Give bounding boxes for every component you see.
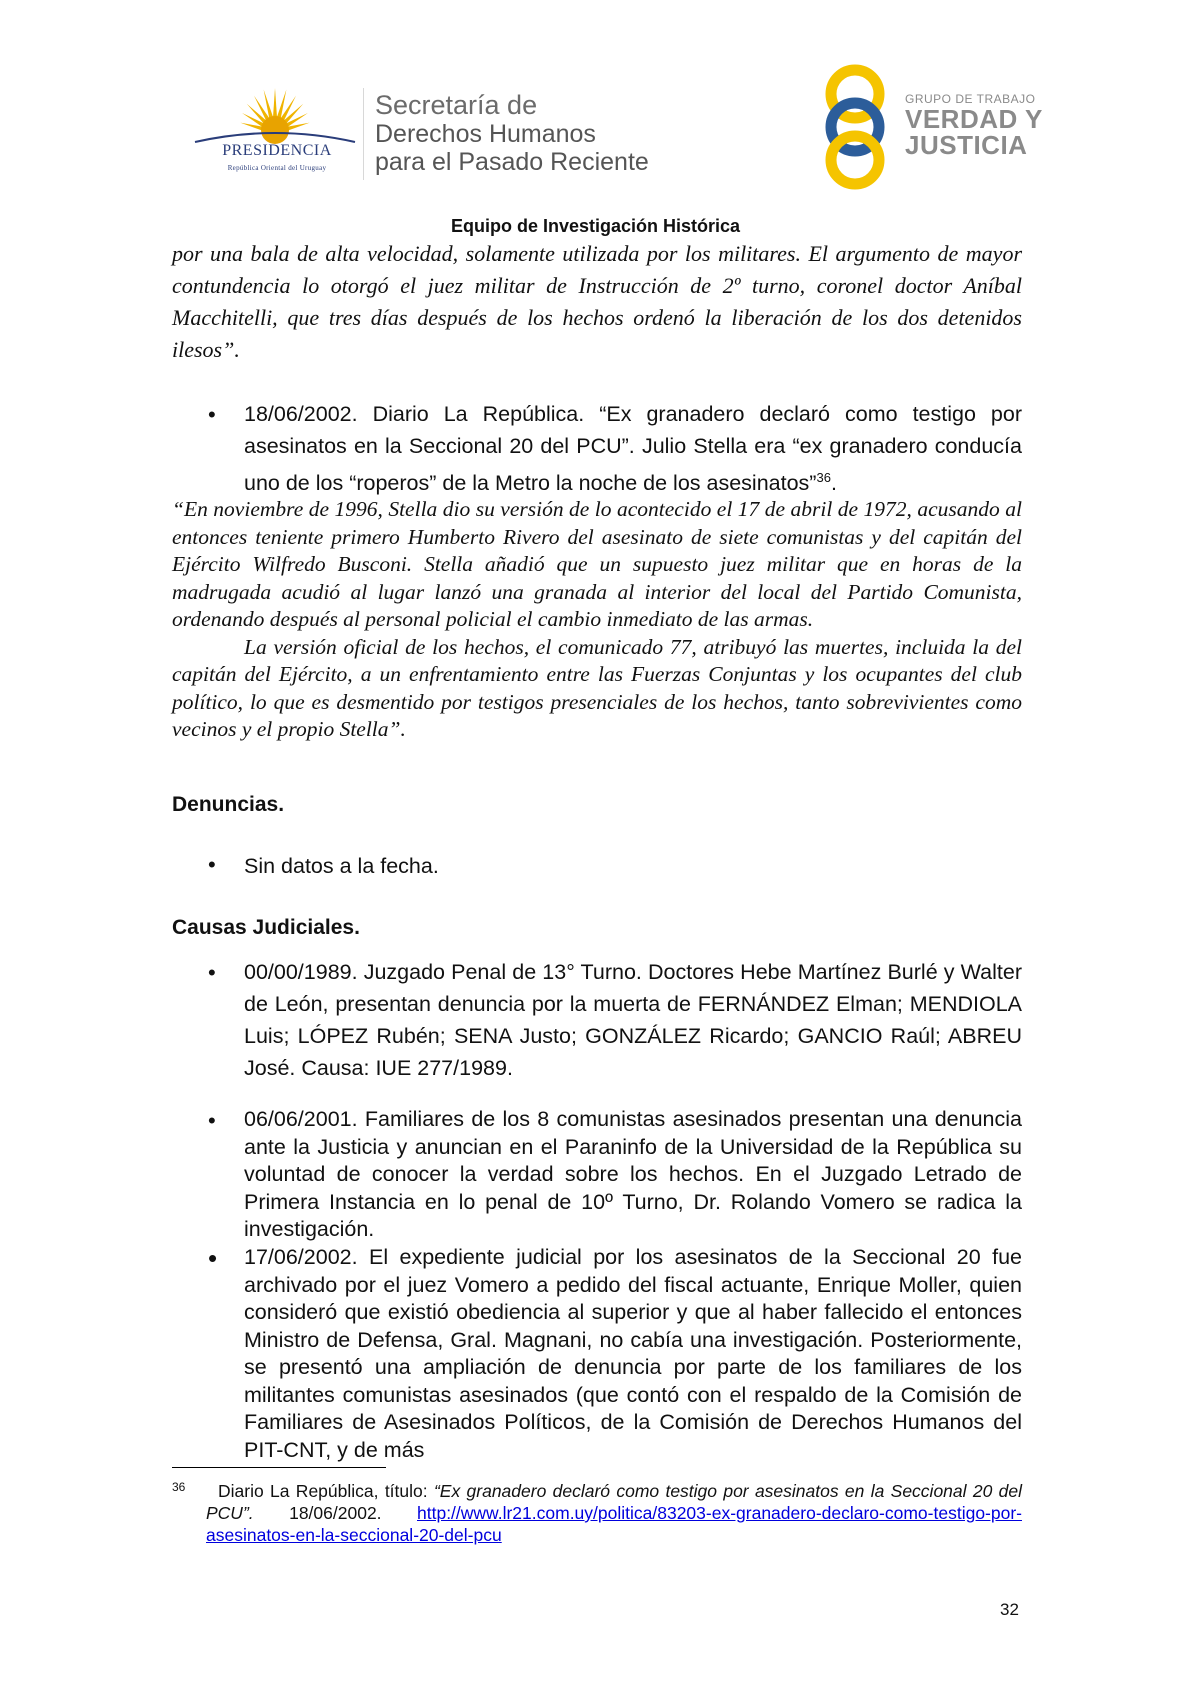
secretaria-line1: Secretaría de <box>375 90 538 120</box>
bullet: • <box>208 852 216 877</box>
heading-denuncias: Denuncias. <box>172 793 285 816</box>
presidencia-subtitle: República Oriental del Uruguay <box>227 164 327 172</box>
grupo-line1: GRUPO DE TRABAJO <box>905 92 1036 106</box>
footnote-text-a: Diario La República, título: <box>218 1481 434 1501</box>
footnote-link[interactable]: http://www.lr21.com.uy/politica/83203-ex-granadero-declaro-como-testigo-por-asesinatos-en-la-seccional-20-del-pcu <box>206 1503 1022 1545</box>
press-item-end: . <box>830 471 837 496</box>
footnote-number: 36 <box>172 1480 186 1494</box>
secretaria-line3: para el Pasado Reciente <box>375 148 649 176</box>
grupo-line3: JUSTICIA <box>905 130 1028 160</box>
grupo-trabajo-logo <box>808 64 903 190</box>
quote-stella-p2: La versión oficial de los hechos, el comunicado 77, atribuyó las muertes, incluida la del capitán del Ejército, a un enfrentamiento entre las Fuerzas Conjuntas y los ocupantes del club político, lo que es desmentido por testigos presenciales de los hechos, tanto sobrevivientes como vecinos y el propio Stella”. <box>172 634 1022 741</box>
press-item-text: 18/06/2002. Diario La República. “Ex granadero declaró como testigo por asesinatos en la Seccional 20 del PCU”. Julio Stella era “ex granadero conducía uno de los “roperos” de la Metro la noche de los asesinatos” <box>244 402 1022 496</box>
bullet: • <box>208 960 216 985</box>
press-item <box>244 398 1022 499</box>
causa-item: 00/00/1989. Juzgado Penal de 13° Turno. Doctores Hebe Martínez Burlé y Walter de León, presentan denuncia por la muerta de FERNÁNDEZ Elman; MENDIOLA Luis; LÓPEZ Rubén; SENA Justo; GONZÁLEZ Ricardo; GANCIO Raúl; ABREU José. Causa: IUE 277/1989. <box>244 960 1022 1080</box>
quote-stella-p1: “En noviembre de 1996, Stella dio su versión de lo acontecido el 17 de abril de 1972, acusando al entonces teniente primero Humberto Rivero del asesinato de siete comunistas y del capitán del Ejército Wilfredo Busconi. Stella añadió que un supuesto juez militar que en horas de la madrugada acudió al lugar lanzó una granada al interior del local del Partido Comunista, ordenando después al personal policial el cambio inmediato de las armas. <box>172 497 1022 631</box>
secretaria-name <box>375 90 715 176</box>
presidencia-name: PRESIDENCIA <box>222 142 332 159</box>
causa-item: 06/06/2001. Familiares de los 8 comunistas asesinados presentan una denuncia ante la Justicia y anuncian en el Paraninfo de la Universidad de la República su voluntad de conocer la verdad sobre los hechos. En el Juzgado Letrado de Primera Instancia en lo penal de 10º Turno, Dr. Rolando Vomero se radica la investigación. <box>244 1107 1022 1241</box>
footnote-ref[interactable]: 36 <box>816 470 831 485</box>
footnote <box>206 1480 1022 1546</box>
bullet: • <box>208 1243 218 1273</box>
quote-paragraph: por una bala de alta velocidad, solamente utilizada por los militares. El argumento de mayor contundencia lo otorgó el juez militar de Instrucción de 2º turno, coronel doctor Aníbal Macchitelli, que tres días después de los hechos ordenó la liberación de los dos detenidos ilesos”. <box>172 241 1022 362</box>
sun-icon <box>190 84 360 144</box>
causa-item: 17/06/2002. El expediente judicial por los asesinatos de la Seccional 20 fue archivado por el juez Vomero a pedido del fiscal actuante, Enrique Moller, quien consideró que existió obediencia al superior y que al haber fallecido el entonces Ministro de Defensa, Gral. Magnani, no cabía una investigación. Posteriormente, se presentó una ampliación de denuncia por parte de los familiares de los militantes comunistas asesinados (que contó con el respaldo de la Comisión de Familiares de Asesinados Políticos, de la Comisión de Derechos Humanos del PIT-CNT, y de más <box>244 1245 1022 1462</box>
grupo-trabajo-text <box>905 92 1043 158</box>
page-number: 32 <box>1000 1600 1019 1619</box>
quote-stella <box>172 496 1022 744</box>
grupo-line2: VERDAD Y <box>905 104 1043 134</box>
footnote-title: “Ex granadero declaró como testigo por asesinatos en la Seccional 20 del PCU”. <box>206 1481 1022 1523</box>
bullet: • <box>208 402 216 427</box>
header-divider <box>363 88 364 180</box>
footnote-text-b: 18/06/2002. <box>253 1503 417 1523</box>
denuncias-item: Sin datos a la fecha. <box>244 854 439 878</box>
footnote-rule <box>172 1467 386 1468</box>
team-title: Equipo de Investigación Histórica <box>450 216 741 236</box>
heading-causas: Causas Judiciales. <box>172 916 360 939</box>
secretaria-line2: Derechos Humanos <box>375 120 596 148</box>
rings-icon <box>808 64 903 190</box>
bullet: • <box>208 1108 216 1133</box>
